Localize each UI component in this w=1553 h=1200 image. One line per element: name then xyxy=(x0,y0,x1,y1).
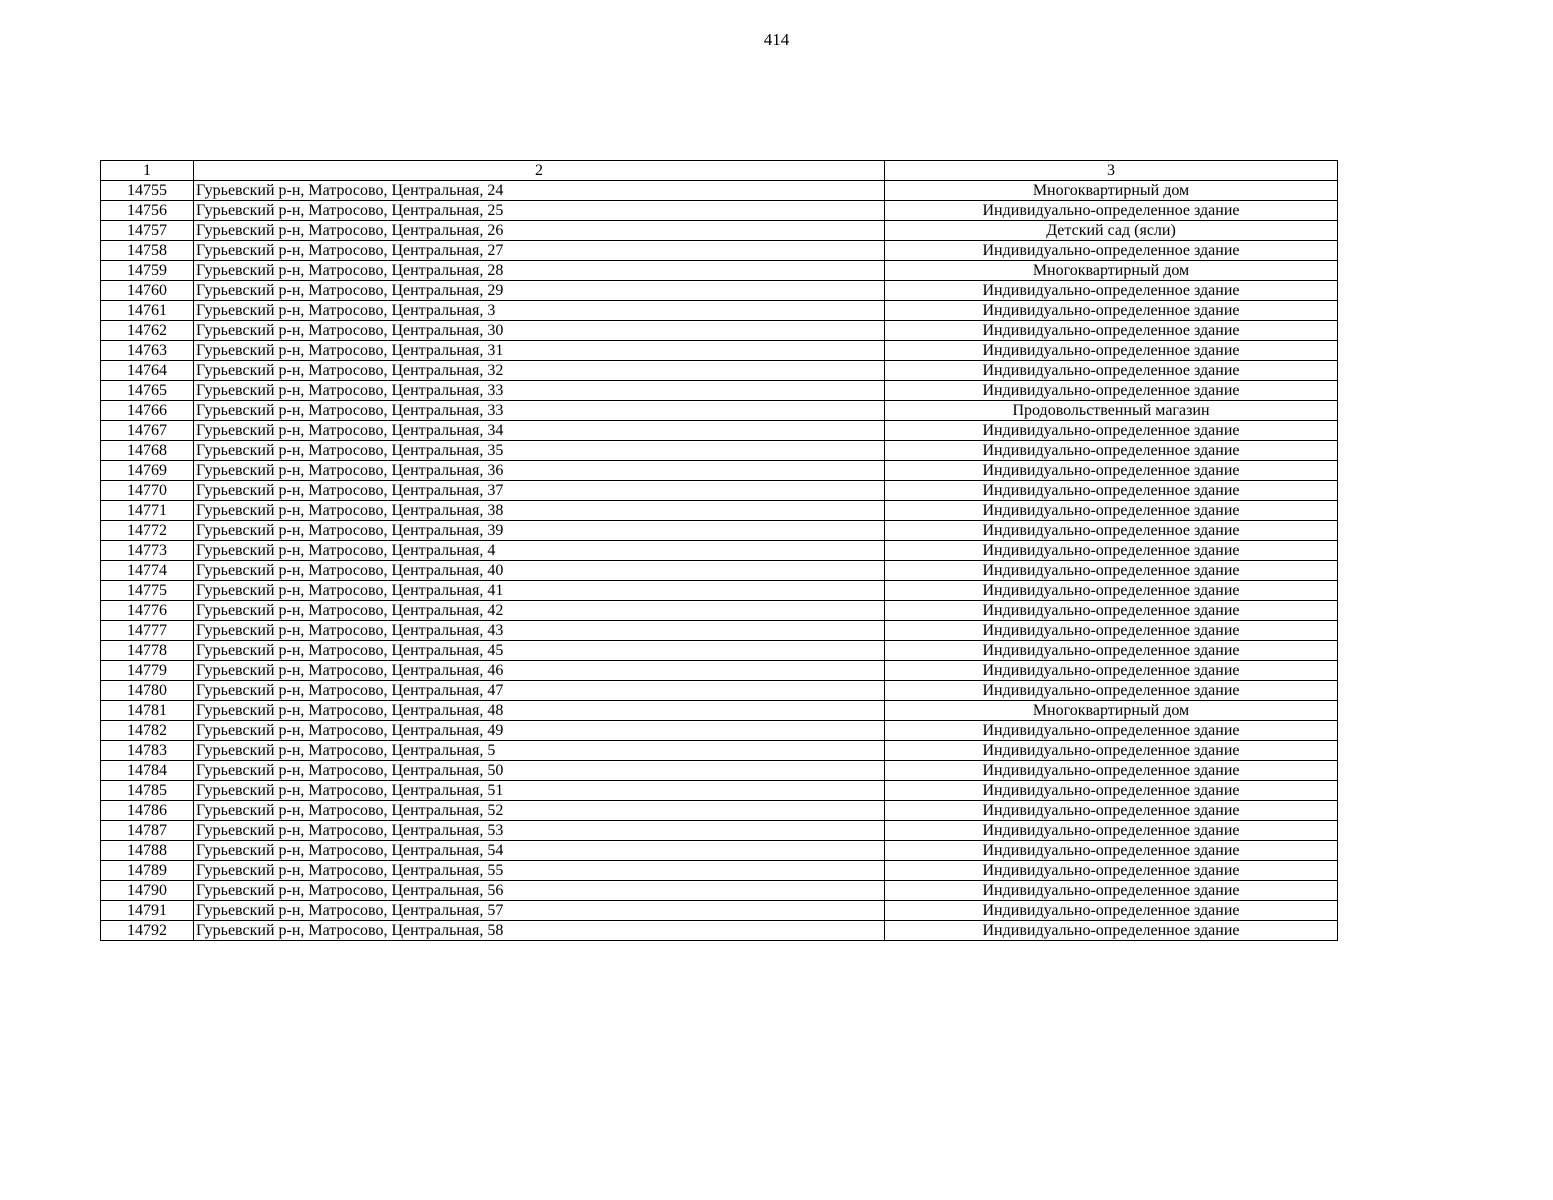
table-row xyxy=(101,421,1338,441)
object-type-cell: Индивидуально-определенное здание xyxy=(885,361,1338,381)
table-row xyxy=(101,861,1338,881)
object-type-cell: Индивидуально-определенное здание xyxy=(885,841,1338,861)
table-row xyxy=(101,641,1338,661)
address-cell: Гурьевский р-н, Матросово, Центральная, 31 xyxy=(194,341,885,361)
object-type-cell: Индивидуально-определенное здание xyxy=(885,781,1338,801)
address-cell: Гурьевский р-н, Матросово, Центральная, 29 xyxy=(194,281,885,301)
address-cell: Гурьевский р-н, Матросово, Центральная, 55 xyxy=(194,861,885,881)
address-cell: Гурьевский р-н, Матросово, Центральная, 39 xyxy=(194,521,885,541)
address-cell: Гурьевский р-н, Матросово, Центральная, 36 xyxy=(194,461,885,481)
row-number-cell: 14774 xyxy=(101,561,194,581)
table-row xyxy=(101,221,1338,241)
object-type-cell: Индивидуально-определенное здание xyxy=(885,481,1338,501)
address-cell: Гурьевский р-н, Матросово, Центральная, 41 xyxy=(194,581,885,601)
header-cell-3: 3 xyxy=(885,161,1338,181)
address-cell: Гурьевский р-н, Матросово, Центральная, 35 xyxy=(194,441,885,461)
object-type-cell: Индивидуально-определенное здание xyxy=(885,661,1338,681)
table-row xyxy=(101,601,1338,621)
table-row xyxy=(101,621,1338,641)
object-type-cell: Индивидуально-определенное здание xyxy=(885,561,1338,581)
address-cell: Гурьевский р-н, Матросово, Центральная, 32 xyxy=(194,361,885,381)
address-cell: Гурьевский р-н, Матросово, Центральная, 57 xyxy=(194,901,885,921)
row-number-cell: 14783 xyxy=(101,741,194,761)
table-row xyxy=(101,701,1338,721)
address-cell: Гурьевский р-н, Матросово, Центральная, 50 xyxy=(194,761,885,781)
table-row xyxy=(101,881,1338,901)
object-type-cell: Индивидуально-определенное здание xyxy=(885,421,1338,441)
object-type-cell: Индивидуально-определенное здание xyxy=(885,681,1338,701)
header-cell-2: 2 xyxy=(194,161,885,181)
table-row xyxy=(101,541,1338,561)
address-cell: Гурьевский р-н, Матросово, Центральная, 51 xyxy=(194,781,885,801)
row-number-cell: 14771 xyxy=(101,501,194,521)
row-number-cell: 14777 xyxy=(101,621,194,641)
row-number-cell: 14768 xyxy=(101,441,194,461)
object-type-cell: Индивидуально-определенное здание xyxy=(885,621,1338,641)
row-number-cell: 14765 xyxy=(101,381,194,401)
table-row xyxy=(101,801,1338,821)
object-type-cell: Индивидуально-определенное здание xyxy=(885,301,1338,321)
address-cell: Гурьевский р-н, Матросово, Центральная, 52 xyxy=(194,801,885,821)
address-cell: Гурьевский р-н, Матросово, Центральная, 56 xyxy=(194,881,885,901)
object-type-cell: Детский сад (ясли) xyxy=(885,221,1338,241)
address-cell: Гурьевский р-н, Матросово, Центральная, 5 xyxy=(194,741,885,761)
object-type-cell: Многоквартирный дом xyxy=(885,701,1338,721)
object-type-cell: Индивидуально-определенное здание xyxy=(885,921,1338,941)
address-cell: Гурьевский р-н, Матросово, Центральная, 38 xyxy=(194,501,885,521)
row-number-cell: 14786 xyxy=(101,801,194,821)
address-cell: Гурьевский р-н, Матросово, Центральная, 33 xyxy=(194,381,885,401)
row-number-cell: 14755 xyxy=(101,181,194,201)
address-cell: Гурьевский р-н, Матросово, Центральная, 27 xyxy=(194,241,885,261)
table-row xyxy=(101,721,1338,741)
row-number-cell: 14757 xyxy=(101,221,194,241)
object-type-cell: Индивидуально-определенное здание xyxy=(885,381,1338,401)
table-row xyxy=(101,581,1338,601)
registry-table xyxy=(100,160,1338,941)
row-number-cell: 14779 xyxy=(101,661,194,681)
table-row xyxy=(101,561,1338,581)
object-type-cell: Индивидуально-определенное здание xyxy=(885,201,1338,221)
row-number-cell: 14770 xyxy=(101,481,194,501)
object-type-cell: Индивидуально-определенное здание xyxy=(885,341,1338,361)
table-row xyxy=(101,241,1338,261)
table-body xyxy=(101,161,1338,941)
row-number-cell: 14756 xyxy=(101,201,194,221)
row-number-cell: 14769 xyxy=(101,461,194,481)
object-type-cell: Индивидуально-определенное здание xyxy=(885,541,1338,561)
object-type-cell: Индивидуально-определенное здание xyxy=(885,281,1338,301)
row-number-cell: 14759 xyxy=(101,261,194,281)
row-number-cell: 14791 xyxy=(101,901,194,921)
object-type-cell: Индивидуально-определенное здание xyxy=(885,881,1338,901)
address-cell: Гурьевский р-н, Матросово, Центральная, 46 xyxy=(194,661,885,681)
row-number-cell: 14762 xyxy=(101,321,194,341)
table-row xyxy=(101,661,1338,681)
address-cell: Гурьевский р-н, Матросово, Центральная, 26 xyxy=(194,221,885,241)
object-type-cell: Индивидуально-определенное здание xyxy=(885,321,1338,341)
row-number-cell: 14782 xyxy=(101,721,194,741)
table-row xyxy=(101,261,1338,281)
row-number-cell: 14772 xyxy=(101,521,194,541)
row-number-cell: 14787 xyxy=(101,821,194,841)
row-number-cell: 14760 xyxy=(101,281,194,301)
row-number-cell: 14775 xyxy=(101,581,194,601)
object-type-cell: Индивидуально-определенное здание xyxy=(885,441,1338,461)
address-cell: Гурьевский р-н, Матросово, Центральная, 24 xyxy=(194,181,885,201)
object-type-cell: Индивидуально-определенное здание xyxy=(885,821,1338,841)
object-type-cell: Индивидуально-определенное здание xyxy=(885,501,1338,521)
table-row xyxy=(101,481,1338,501)
object-type-cell: Индивидуально-определенное здание xyxy=(885,601,1338,621)
table-row xyxy=(101,921,1338,941)
row-number-cell: 14781 xyxy=(101,701,194,721)
row-number-cell: 14780 xyxy=(101,681,194,701)
address-cell: Гурьевский р-н, Матросово, Центральная, 37 xyxy=(194,481,885,501)
object-type-cell: Индивидуально-определенное здание xyxy=(885,641,1338,661)
table-row xyxy=(101,301,1338,321)
table-row xyxy=(101,501,1338,521)
table-row xyxy=(101,401,1338,421)
address-cell: Гурьевский р-н, Матросово, Центральная, 30 xyxy=(194,321,885,341)
table-header-row xyxy=(101,161,1338,181)
table-row xyxy=(101,741,1338,761)
object-type-cell: Индивидуально-определенное здание xyxy=(885,901,1338,921)
address-cell: Гурьевский р-н, Матросово, Центральная, 58 xyxy=(194,921,885,941)
table-row xyxy=(101,901,1338,921)
table-row xyxy=(101,761,1338,781)
object-type-cell: Индивидуально-определенное здание xyxy=(885,721,1338,741)
table-row xyxy=(101,441,1338,461)
address-cell: Гурьевский р-н, Матросово, Центральная, 25 xyxy=(194,201,885,221)
row-number-cell: 14764 xyxy=(101,361,194,381)
row-number-cell: 14758 xyxy=(101,241,194,261)
row-number-cell: 14789 xyxy=(101,861,194,881)
object-type-cell: Индивидуально-определенное здание xyxy=(885,461,1338,481)
table-row xyxy=(101,681,1338,701)
row-number-cell: 14767 xyxy=(101,421,194,441)
address-cell: Гурьевский р-н, Матросово, Центральная, 54 xyxy=(194,841,885,861)
address-cell: Гурьевский р-н, Матросово, Центральная, 40 xyxy=(194,561,885,581)
address-cell: Гурьевский р-н, Матросово, Центральная, 47 xyxy=(194,681,885,701)
table-row xyxy=(101,781,1338,801)
object-type-cell: Продовольственный магазин xyxy=(885,401,1338,421)
object-type-cell: Индивидуально-определенное здание xyxy=(885,761,1338,781)
object-type-cell: Индивидуально-определенное здание xyxy=(885,241,1338,261)
address-cell: Гурьевский р-н, Матросово, Центральная, 43 xyxy=(194,621,885,641)
row-number-cell: 14790 xyxy=(101,881,194,901)
row-number-cell: 14773 xyxy=(101,541,194,561)
address-cell: Гурьевский р-н, Матросово, Центральная, 48 xyxy=(194,701,885,721)
table-row xyxy=(101,181,1338,201)
row-number-cell: 14776 xyxy=(101,601,194,621)
address-cell: Гурьевский р-н, Матросово, Центральная, 45 xyxy=(194,641,885,661)
object-type-cell: Индивидуально-определенное здание xyxy=(885,581,1338,601)
object-type-cell: Индивидуально-определенное здание xyxy=(885,801,1338,821)
object-type-cell: Многоквартирный дом xyxy=(885,181,1338,201)
table-row xyxy=(101,361,1338,381)
table-row xyxy=(101,201,1338,221)
address-cell: Гурьевский р-н, Матросово, Центральная, 34 xyxy=(194,421,885,441)
table-row xyxy=(101,381,1338,401)
object-type-cell: Индивидуально-определенное здание xyxy=(885,521,1338,541)
row-number-cell: 14778 xyxy=(101,641,194,661)
row-number-cell: 14761 xyxy=(101,301,194,321)
table-row xyxy=(101,321,1338,341)
header-cell-1: 1 xyxy=(101,161,194,181)
row-number-cell: 14784 xyxy=(101,761,194,781)
object-type-cell: Индивидуально-определенное здание xyxy=(885,741,1338,761)
table-row xyxy=(101,341,1338,361)
address-cell: Гурьевский р-н, Матросово, Центральная, 33 xyxy=(194,401,885,421)
address-cell: Гурьевский р-н, Матросово, Центральная, 4 xyxy=(194,541,885,561)
table-row xyxy=(101,521,1338,541)
page-number: 414 xyxy=(763,30,790,49)
row-number-cell: 14788 xyxy=(101,841,194,861)
row-number-cell: 14766 xyxy=(101,401,194,421)
table-row xyxy=(101,821,1338,841)
row-number-cell: 14763 xyxy=(101,341,194,361)
object-type-cell: Многоквартирный дом xyxy=(885,261,1338,281)
address-cell: Гурьевский р-н, Матросово, Центральная, 3 xyxy=(194,301,885,321)
row-number-cell: 14785 xyxy=(101,781,194,801)
address-cell: Гурьевский р-н, Матросово, Центральная, 28 xyxy=(194,261,885,281)
address-cell: Гурьевский р-н, Матросово, Центральная, 53 xyxy=(194,821,885,841)
table-row xyxy=(101,461,1338,481)
table-row xyxy=(101,281,1338,301)
table-row xyxy=(101,841,1338,861)
row-number-cell: 14792 xyxy=(101,921,194,941)
address-cell: Гурьевский р-н, Матросово, Центральная, 42 xyxy=(194,601,885,621)
address-cell: Гурьевский р-н, Матросово, Центральная, 49 xyxy=(194,721,885,741)
object-type-cell: Индивидуально-определенное здание xyxy=(885,861,1338,881)
